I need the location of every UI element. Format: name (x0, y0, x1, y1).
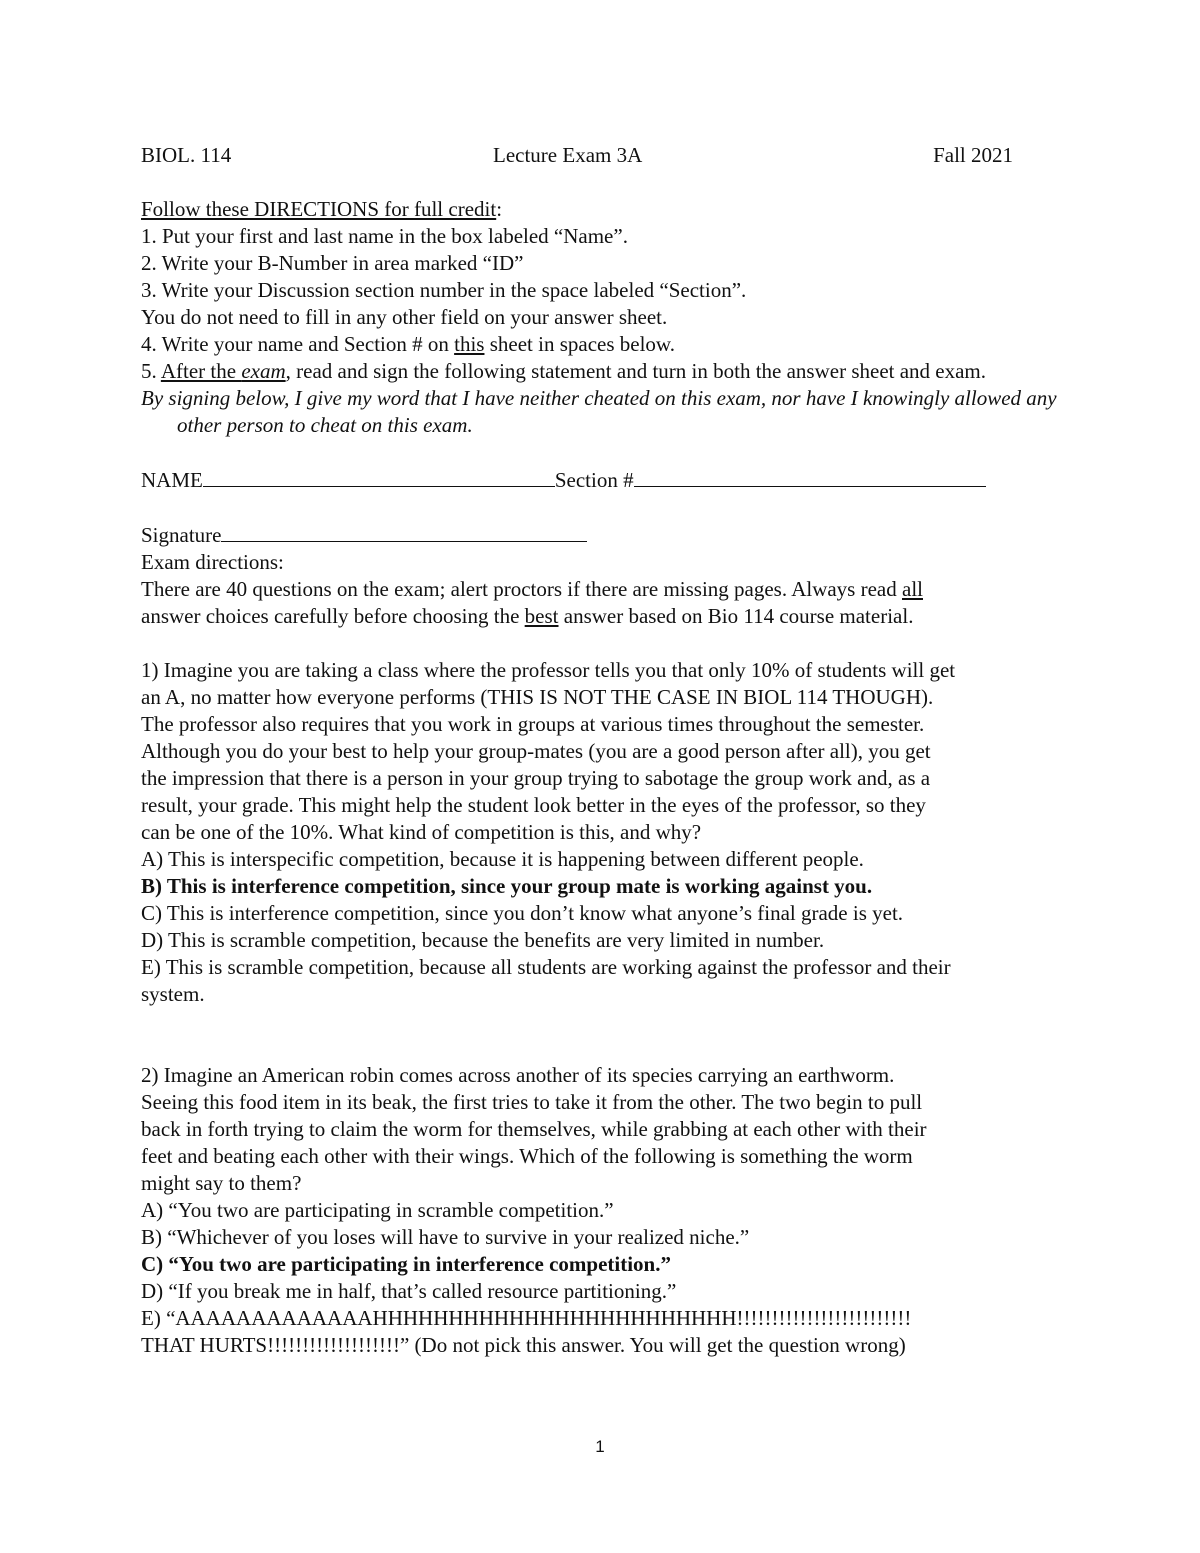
exam-term: Fall 2021 (933, 143, 1013, 167)
answer-choice: A) “You two are participating in scramble competition.” (141, 1198, 614, 1222)
name-field[interactable] (203, 466, 555, 487)
exam-directions-line (141, 603, 1071, 630)
page-number: 1 (595, 1437, 605, 1456)
question-stem-line: The professor also requires that you work in groups at various times throughout the semester. (141, 712, 925, 736)
question-stem-line: the impression that there is a person in your group trying to sabotage the group work and, as a (141, 766, 931, 790)
question-stem-line: 2) Imagine an American robin comes across another of its species carrying an earthworm. (141, 1063, 895, 1087)
name-section-row (141, 466, 1071, 494)
question-stem-line: might say to them? (141, 1171, 302, 1195)
item4-suffix: sheet in spaces below. (484, 332, 675, 356)
answer-choice: E) This is scramble competition, because all students are working against the professor and their (141, 955, 951, 979)
question-stem-line: Seeing this food item in its beak, the first tries to take it from the other. The two begin to pull (141, 1090, 923, 1114)
answer-choice: A) This is interspecific competition, because it is happening between different people. (141, 847, 864, 871)
signature-label: Signature (141, 523, 222, 547)
item4-emphasis: this (454, 332, 485, 356)
answer-choice: THAT HURTS!!!!!!!!!!!!!!!!!!!” (Do not pick this answer. You will get the question wrong) (141, 1333, 906, 1357)
honor-pledge: By signing below, I give my word that I have neither cheated on this exam, nor have I knowingly allowed any other person to cheat on this exam. (141, 386, 1057, 437)
exam-directions-text-a: There are 40 questions on the exam; alert proctors if there are missing pages. Always read (141, 577, 902, 601)
directions-heading (141, 196, 1071, 223)
answer-choice: E) “AAAAAAAAAAAAAHHHHHHHHHHHHHHHHHHHHHHHH!!!!!!!!!!!!!!!!!!!!!!!!! (141, 1306, 912, 1330)
directions-title: Follow these DIRECTIONS for full credit (141, 197, 497, 221)
question-1 (141, 657, 1071, 1008)
direction-item: 3. Write your Discussion section number in the space labeled “Section”. (141, 278, 747, 302)
answer-choice: B) “Whichever of you loses will have to survive in your realized niche.” (141, 1225, 750, 1249)
signature-field[interactable] (221, 521, 587, 542)
item4-prefix: 4. Write your name and Section # on (141, 332, 455, 356)
direction-item: 2. Write your B-Number in area marked “ID” (141, 251, 524, 275)
question-stem-line: an A, no matter how everyone performs (THIS IS NOT THE CASE IN BIOL 114 THOUGH). (141, 685, 934, 709)
item5-after-text: After the (160, 359, 242, 383)
signature-row (141, 521, 1071, 549)
exam-directions-best: best (524, 604, 559, 628)
item5-after (161, 359, 286, 383)
question-2 (141, 1062, 1071, 1359)
answer-choice-correct: C) “You two are participating in interference competition.” (141, 1252, 671, 1276)
exam-directions-text-b: answer choices carefully before choosing the (141, 604, 525, 628)
direction-item (141, 358, 1077, 385)
exam-directions-title: Exam directions: (141, 550, 284, 574)
directions-title-colon: : (496, 197, 503, 221)
item5-number: 5. (141, 359, 161, 383)
answer-choice-correct: B) This is interference competition, since your group mate is working against you. (141, 874, 873, 898)
item5-rest: , read and sign the following statement and turn in both the answer sheet and exam. (285, 359, 987, 383)
exam-directions-all: all (902, 577, 923, 601)
exam-directions-line (141, 576, 1071, 603)
direction-item (141, 331, 1071, 358)
exam-title: Lecture Exam 3A (493, 143, 643, 167)
page-header (141, 142, 1013, 169)
question-stem-line: result, your grade. This might help the student look better in the eyes of the professor, so they (141, 793, 926, 817)
item5-exam-word: exam (241, 359, 286, 383)
answer-choice: C) This is interference competition, since you don’t know what anyone’s final grade is yet. (141, 901, 904, 925)
section-label: Section # (554, 468, 634, 492)
question-stem-line: 1) Imagine you are taking a class where the professor tells you that only 10% of students will get (141, 658, 956, 682)
section-field[interactable] (634, 466, 986, 487)
course-code: BIOL. 114 (141, 143, 232, 167)
question-stem-line: back in forth trying to claim the worm for themselves, while grabbing at each other with their (141, 1117, 927, 1141)
exam-directions-text-c: answer based on Bio 114 course material. (558, 604, 914, 628)
direction-item: 1. Put your first and last name in the box labeled “Name”. (141, 224, 628, 248)
answer-choice: D) This is scramble competition, because the benefits are very limited in number. (141, 928, 825, 952)
exam-content (141, 196, 1071, 1359)
question-stem-line: feet and beating each other with their wings. Which of the following is something the worm (141, 1144, 913, 1168)
question-stem-line: can be one of the 10%. What kind of competition is this, and why? (141, 820, 702, 844)
name-label: NAME (141, 468, 203, 492)
answer-choice: system. (141, 982, 205, 1006)
question-stem-line: Although you do your best to help your group-mates (you are a good person after all), you get (141, 739, 931, 763)
direction-note: You do not need to fill in any other field on your answer sheet. (141, 305, 668, 329)
answer-choice: D) “If you break me in half, that’s called resource partitioning.” (141, 1279, 677, 1303)
